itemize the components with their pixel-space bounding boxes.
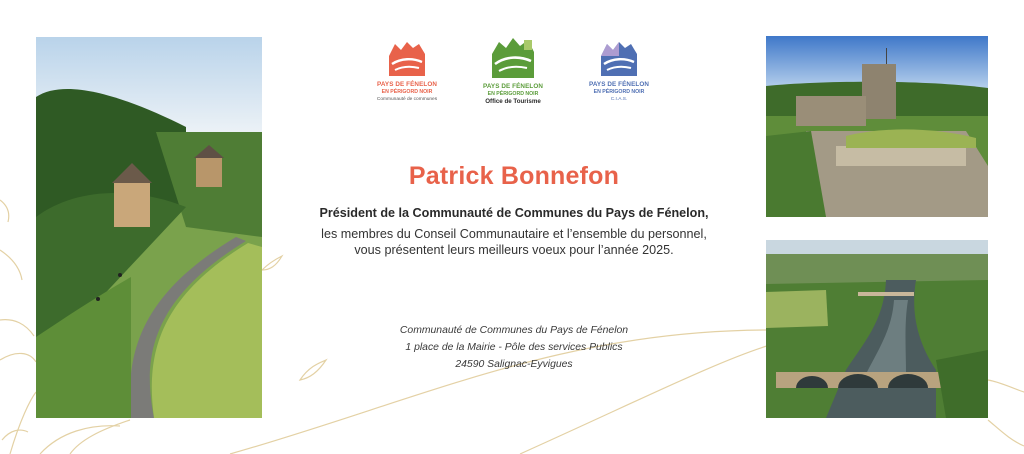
photo-river-bridge xyxy=(766,240,988,418)
logo-line3: Office de Tourisme xyxy=(485,98,541,105)
logo-line3: C.I.A.S. xyxy=(610,97,628,102)
address-line3: 24590 Salignac-Eyvigues xyxy=(455,359,573,370)
greeting-message-line1: les membres du Conseil Communautaire et l’ensemble du personnel, xyxy=(321,227,707,241)
logo-line1: PAYS DE FÉNELON xyxy=(483,83,543,90)
logo-line1: PAYS DE FÉNELON xyxy=(377,81,437,88)
logo-line2: EN PÉRIGORD NOIR xyxy=(593,89,645,95)
logo-line1: PAYS DE FÉNELON xyxy=(589,81,649,88)
address-line1: Communauté de Communes du Pays de Fénelon xyxy=(399,325,629,336)
logo-cias xyxy=(574,40,664,103)
logo-office-de-tourisme xyxy=(468,36,558,105)
logo-line2: EN PÉRIGORD NOIR xyxy=(487,91,539,97)
landscape-logo-icon xyxy=(490,36,536,80)
landscape-logo-icon xyxy=(599,40,639,78)
logo-communaute-de-communes xyxy=(362,40,452,103)
landscape-logo-icon xyxy=(387,40,427,78)
photo-castle-ruins xyxy=(766,36,988,217)
photo-countryside-road xyxy=(36,37,262,418)
greeting-message-line2: vous présentent leurs meilleurs voeux pour l’année 2025. xyxy=(354,243,674,257)
president-name: Patrick Bonnefon xyxy=(408,162,620,190)
logo-line3: Communauté de communes xyxy=(376,97,438,102)
logo-line2: EN PÉRIGORD NOIR xyxy=(381,89,433,95)
president-title: Président de la Communauté de Communes du Pays de Fénelon, xyxy=(319,206,709,220)
address-line2: 1 place de la Mairie - Pôle des services Publics xyxy=(405,342,623,353)
